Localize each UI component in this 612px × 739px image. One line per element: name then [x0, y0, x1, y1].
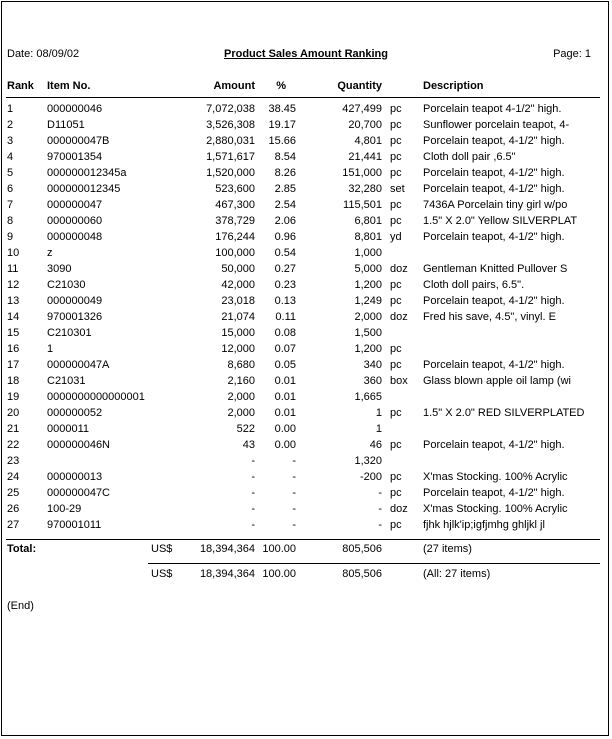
item-no-cell: 970001326 — [47, 311, 103, 323]
quantity-cell: 115,501 — [343, 199, 382, 211]
amount-cell: 12,000 — [221, 343, 255, 355]
report-date: Date: 08/09/02 — [7, 48, 80, 60]
pct-cell: 19.17 — [268, 119, 296, 131]
quantity-cell: - — [378, 519, 382, 531]
table-row — [0, 199, 612, 215]
rank-cell: 2 — [7, 119, 14, 131]
unit-cell: pc — [390, 487, 402, 499]
pct-cell: 8.54 — [274, 151, 296, 163]
pct-cell: - — [292, 455, 296, 467]
item-no-cell: 000000012345 — [47, 183, 121, 195]
unit-cell: pc — [390, 119, 402, 131]
unit-cell: pc — [390, 471, 402, 483]
rank-cell: 24 — [7, 471, 20, 483]
quantity-cell: 1,200 — [354, 343, 382, 355]
quantity-cell: - — [378, 503, 382, 515]
rank-cell: 12 — [7, 279, 20, 291]
amount-cell: 2,880,031 — [206, 135, 255, 147]
unit-cell: pc — [390, 295, 402, 307]
pct-cell: 0.08 — [274, 327, 296, 339]
report-title: Product Sales Amount Ranking — [223, 48, 388, 60]
unit-cell: pc — [390, 279, 402, 291]
description-cell: Gentleman Knitted Pullover S — [423, 263, 568, 275]
pct-cell: 0.27 — [274, 263, 296, 275]
table-row — [0, 375, 612, 391]
pct-cell: 0.54 — [274, 247, 296, 259]
quantity-cell: -200 — [359, 471, 382, 483]
unit-cell: pc — [390, 135, 402, 147]
quantity-cell: 32,280 — [348, 183, 382, 195]
quantity-cell: 21,441 — [348, 151, 382, 163]
item-no-cell: 000000048 — [47, 231, 103, 243]
table-row — [0, 247, 612, 263]
item-no-cell: 000000046N — [47, 439, 111, 451]
unit-cell: pc — [390, 519, 402, 531]
item-no-cell: C210301 — [47, 327, 92, 339]
quantity-cell: 4,801 — [354, 135, 382, 147]
unit-cell: pc — [390, 103, 402, 115]
quantity-cell: 1,000 — [354, 247, 382, 259]
total-row — [0, 543, 612, 559]
pct-cell: 8.26 — [274, 167, 296, 179]
report-end-marker: (End) — [7, 600, 34, 612]
item-no-cell: 000000047 — [47, 199, 103, 211]
item-no-cell: C21030 — [47, 279, 86, 291]
grand-note: (All: 27 items) — [423, 568, 491, 580]
item-no-cell: 000000049 — [47, 295, 103, 307]
table-row — [0, 231, 612, 247]
quantity-cell: 1,200 — [354, 279, 382, 291]
table-row — [0, 487, 612, 503]
pct-cell: 0.13 — [274, 295, 296, 307]
table-row — [0, 167, 612, 183]
pct-cell: 0.01 — [274, 375, 296, 387]
quantity-cell: 1,665 — [354, 391, 382, 403]
table-row — [0, 327, 612, 343]
amount-cell: 50,000 — [221, 263, 255, 275]
description-cell: X'mas Stocking. 100% Acrylic — [423, 503, 568, 515]
item-no-cell: 970001354 — [47, 151, 103, 163]
quantity-cell: 1,320 — [354, 455, 382, 467]
rank-cell: 5 — [7, 167, 14, 179]
rank-cell: 1 — [7, 103, 14, 115]
table-row — [0, 343, 612, 359]
unit-cell: pc — [390, 215, 402, 227]
pct-cell: 38.45 — [268, 103, 296, 115]
grand-total-rule — [148, 563, 600, 564]
unit-cell: pc — [390, 407, 402, 419]
col-description-header: Description — [423, 80, 484, 92]
unit-cell: pc — [390, 167, 402, 179]
pct-cell: - — [292, 503, 296, 515]
amount-cell: - — [251, 503, 255, 515]
description-cell: 1.5" X 2.0" Yellow SILVERPLAT — [423, 215, 578, 227]
item-no-cell: 0000000000000001 — [47, 391, 145, 403]
pct-cell: 0.07 — [274, 343, 296, 355]
total-amount: 18,394,364 — [199, 543, 255, 555]
pct-cell: 0.01 — [274, 407, 296, 419]
description-cell: fjhk hjlk'ip;igfjmhg ghljkl jl — [423, 519, 545, 531]
unit-cell: doz — [390, 311, 408, 323]
item-no-cell: 3090 — [47, 263, 72, 275]
quantity-cell: 1,500 — [354, 327, 382, 339]
pct-cell: 0.01 — [274, 391, 296, 403]
rank-cell: 15 — [7, 327, 20, 339]
quantity-cell: 20,700 — [348, 119, 382, 131]
description-cell: Porcelain teapot, 4-1/2" high. — [423, 295, 565, 307]
amount-cell: 3,526,308 — [206, 119, 255, 131]
rank-cell: 3 — [7, 135, 14, 147]
column-header-row — [0, 80, 612, 96]
quantity-cell: 1 — [375, 423, 382, 435]
description-cell: Porcelain teapot, 4-1/2" high. — [423, 487, 565, 499]
table-row — [0, 439, 612, 455]
col-rank-header: Rank — [7, 80, 34, 92]
amount-cell: - — [251, 487, 255, 499]
amount-cell: 43 — [242, 439, 255, 451]
col-pct-header: % — [276, 80, 286, 92]
unit-cell: yd — [390, 231, 402, 243]
grand-currency: US$ — [151, 568, 173, 580]
amount-cell: 100,000 — [215, 247, 255, 259]
description-cell: Porcelain teapot, 4-1/2" high. — [423, 167, 565, 179]
pct-cell: 0.05 — [274, 359, 296, 371]
item-no-cell: 000000052 — [47, 407, 103, 419]
amount-cell: - — [251, 455, 255, 467]
rank-cell: 20 — [7, 407, 20, 419]
description-cell: X'mas Stocking. 100% Acrylic — [423, 471, 568, 483]
col-amount-header: Amount — [213, 80, 255, 92]
rank-cell: 21 — [7, 423, 20, 435]
table-row — [0, 119, 612, 135]
quantity-cell: 46 — [369, 439, 382, 451]
rank-cell: 7 — [7, 199, 14, 211]
item-no-cell: 000000013 — [47, 471, 103, 483]
amount-cell: 23,018 — [221, 295, 255, 307]
quantity-cell: - — [378, 487, 382, 499]
amount-cell: 2,000 — [227, 407, 255, 419]
amount-cell: - — [251, 519, 255, 531]
table-row — [0, 359, 612, 375]
unit-cell: pc — [390, 343, 402, 355]
table-row — [0, 503, 612, 519]
amount-cell: 467,300 — [215, 199, 255, 211]
item-no-cell: 970001011 — [47, 519, 102, 531]
item-no-cell: z — [47, 247, 53, 259]
table-row — [0, 215, 612, 231]
description-cell: Porcelain teapot, 4-1/2" high. — [423, 359, 565, 371]
quantity-cell: 1 — [375, 407, 382, 419]
grand-total-row — [0, 568, 612, 584]
quantity-cell: 6,801 — [354, 215, 382, 227]
item-no-cell: 000000012345a — [47, 167, 127, 179]
pct-cell: 0.00 — [274, 439, 296, 451]
item-no-cell: 0000011 — [47, 423, 90, 435]
rank-cell: 6 — [7, 183, 14, 195]
unit-cell: box — [390, 375, 408, 387]
rank-cell: 4 — [7, 151, 14, 163]
table-row — [0, 151, 612, 167]
description-cell: 1.5" X 2.0" RED SILVERPLATED — [423, 407, 585, 419]
pct-cell: 2.06 — [274, 215, 296, 227]
rank-cell: 11 — [7, 263, 19, 275]
amount-cell: 522 — [236, 423, 255, 435]
grand-amount: 18,394,364 — [199, 568, 255, 580]
unit-cell: set — [390, 183, 405, 195]
pct-cell: 2.54 — [274, 199, 296, 211]
table-row — [0, 423, 612, 439]
quantity-cell: 2,000 — [354, 311, 382, 323]
amount-cell: 2,160 — [227, 375, 255, 387]
unit-cell: pc — [390, 151, 402, 163]
pct-cell: - — [292, 487, 296, 499]
quantity-cell: 427,499 — [342, 103, 382, 115]
amount-cell: 15,000 — [221, 327, 255, 339]
amount-cell: - — [251, 471, 255, 483]
amount-cell: 378,729 — [215, 215, 255, 227]
pct-cell: 2.85 — [274, 183, 296, 195]
rank-cell: 18 — [7, 375, 20, 387]
item-no-cell: 1 — [47, 343, 54, 355]
page-number: Page: 1 — [553, 48, 591, 60]
quantity-cell: 151,000 — [342, 167, 382, 179]
item-no-cell: 100-29 — [47, 503, 82, 515]
col-item-header: Item No. — [47, 80, 91, 92]
table-row — [0, 311, 612, 327]
pct-cell: 0.11 — [275, 311, 296, 323]
header-rule — [6, 97, 600, 98]
amount-cell: 8,680 — [227, 359, 255, 371]
unit-cell: doz — [390, 263, 408, 275]
pct-cell: - — [292, 519, 296, 531]
description-cell: Sunflower porcelain teapot, 4- — [423, 119, 570, 131]
item-no-cell: 000000047B — [47, 135, 110, 147]
total-note: (27 items) — [423, 543, 472, 555]
total-pct: 100.00 — [262, 543, 296, 555]
description-cell: Porcelain teapot, 4-1/2" high. — [423, 439, 565, 451]
table-row — [0, 135, 612, 151]
item-no-cell: D11051 — [47, 119, 85, 131]
rank-cell: 25 — [7, 487, 20, 499]
table-row — [0, 263, 612, 279]
amount-cell: 21,074 — [221, 311, 255, 323]
unit-cell: pc — [390, 199, 402, 211]
table-row — [0, 407, 612, 423]
item-no-cell: 000000060 — [47, 215, 103, 227]
description-cell: Glass blown apple oil lamp (wi — [423, 375, 571, 387]
item-no-cell: C21031 — [47, 375, 86, 387]
rank-cell: 23 — [7, 455, 20, 467]
col-quantity-header: Quantity — [337, 80, 382, 92]
description-cell: Cloth doll pairs, 6.5". — [423, 279, 525, 291]
table-row — [0, 103, 612, 119]
rank-cell: 13 — [7, 295, 20, 307]
rank-cell: 9 — [7, 231, 14, 243]
pct-cell: 0.96 — [274, 231, 296, 243]
item-no-cell: 000000047A — [47, 359, 110, 371]
rank-cell: 16 — [7, 343, 20, 355]
total-label: Total: — [7, 543, 37, 555]
pct-cell: 15.66 — [268, 135, 296, 147]
description-cell: Porcelain teapot 4-1/2" high. — [423, 103, 562, 115]
unit-cell: doz — [390, 503, 408, 515]
amount-cell: 42,000 — [221, 279, 255, 291]
table-row — [0, 455, 612, 471]
grand-pct: 100.00 — [262, 568, 296, 580]
table-row — [0, 519, 612, 535]
rank-cell: 8 — [7, 215, 14, 227]
rank-cell: 27 — [7, 519, 20, 531]
unit-cell: pc — [390, 359, 402, 371]
rank-cell: 19 — [7, 391, 20, 403]
item-no-cell: 000000047C — [47, 487, 111, 499]
amount-cell: 523,600 — [215, 183, 255, 195]
table-row — [0, 391, 612, 407]
amount-cell: 176,244 — [215, 231, 255, 243]
rank-cell: 17 — [7, 359, 20, 371]
rank-cell: 22 — [7, 439, 20, 451]
unit-cell: pc — [390, 439, 402, 451]
rank-cell: 14 — [7, 311, 20, 323]
description-cell: Porcelain teapot, 4-1/2" high. — [423, 135, 565, 147]
total-top-rule — [6, 539, 600, 540]
item-no-cell: 000000046 — [47, 103, 103, 115]
rank-cell: 26 — [7, 503, 20, 515]
total-currency: US$ — [151, 543, 173, 555]
amount-cell: 7,072,038 — [206, 103, 255, 115]
amount-cell: 2,000 — [227, 391, 255, 403]
amount-cell: 1,520,000 — [206, 167, 255, 179]
quantity-cell: 340 — [363, 359, 382, 371]
table-row — [0, 183, 612, 199]
description-cell: Porcelain teapot, 4-1/2" high. — [423, 183, 565, 195]
grand-quantity: 805,506 — [342, 568, 382, 580]
pct-cell: - — [292, 471, 296, 483]
description-cell: Cloth doll pair ,6.5" — [423, 151, 516, 163]
table-row — [0, 471, 612, 487]
quantity-cell: 1,249 — [354, 295, 382, 307]
pct-cell: 0.00 — [274, 423, 296, 435]
pct-cell: 0.23 — [274, 279, 296, 291]
table-row — [0, 295, 612, 311]
quantity-cell: 360 — [363, 375, 382, 387]
description-cell: Porcelain teapot, 4-1/2" high. — [423, 231, 565, 243]
total-quantity: 805,506 — [342, 543, 382, 555]
rank-cell: 10 — [7, 247, 20, 259]
quantity-cell: 5,000 — [354, 263, 382, 275]
amount-cell: 1,571,617 — [206, 151, 255, 163]
description-cell: 7436A Porcelain tiny girl w/po — [423, 199, 568, 211]
description-cell: Fred his save, 4.5", vinyl. E — [423, 311, 556, 323]
table-row — [0, 279, 612, 295]
quantity-cell: 8,801 — [354, 231, 382, 243]
